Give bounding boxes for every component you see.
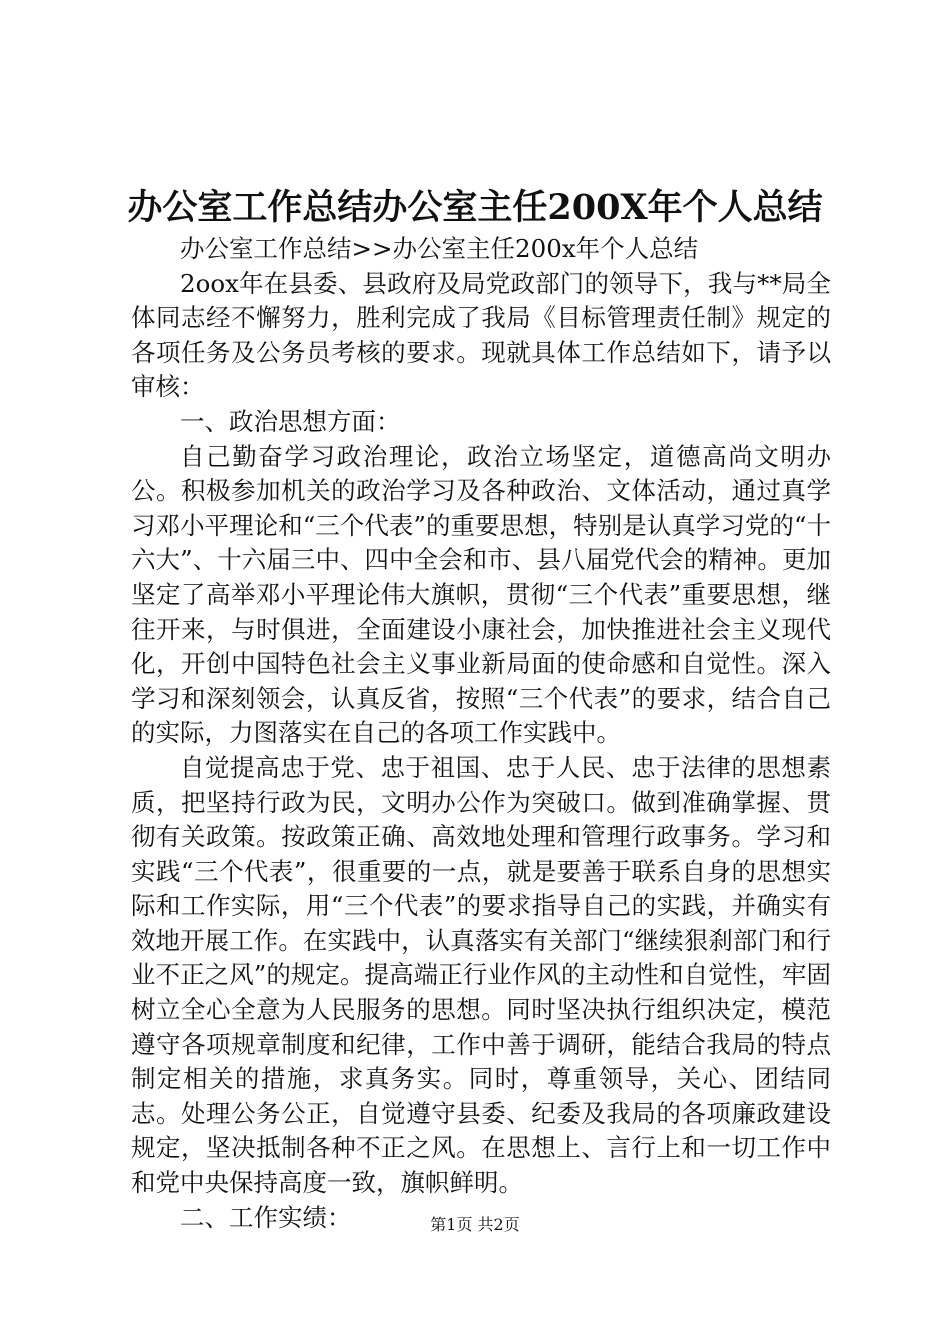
paragraph-political-conduct: 自觉提高忠于党、忠于祖国、忠于人民、忠于法律的思想素质，把坚持行政为民，文明办公作为突破口。做到准确掌握、贯彻有关政策。按政策正确、高效地处理和管理行政事务。学习和实践“三个代表”，很重要的一点，就是要善于联系自身的思想实际和工作实际，用“三个代表”的要求指导自己的实践，并确实有效地开展工作。在实践中，认真落实有关部门“继续狠刹部门和行业不正之风”的规定。提高端正行业作风的主动性和自觉性，牢固树立全心全意为人民服务的思想。同时坚决执行组织决定，模范遵守各项规章制度和纪律，工作中善于调研，能结合我局的特点制定相关的措施，求真务实。同时，尊重领导，关心、团结同志。处理公务公正，自觉遵守县委、纪委及我局的各项廉政建设规定，坚决抵制各种不正之风。在思想上、言行上和一切工作中和党中央保持高度一致，旗帜鲜明。 — [131, 752, 831, 1198]
section-heading-achievements: 二、工作实绩： — [180, 1202, 352, 1232]
section-heading-political: 一、政治思想方面： — [180, 406, 401, 436]
paragraph-intro: 2oox年在县委、县政府及局党政部门的领导下，我与**局全体同志经不懈努力，胜利完成了我局《目标管理责任制》规定的各项任务及公务员考核的要求。现就具体工作总结如下，请予以审核： — [131, 268, 831, 402]
page-footer: 第1页 共2页 — [430, 1215, 520, 1234]
paragraph-subtitle: 办公室工作总结>>办公室主任200x年个人总结 — [180, 234, 699, 263]
document-title: 办公室工作总结办公室主任200X年个人总结 — [127, 187, 823, 228]
paragraph-political-study: 自己勤奋学习政治理论，政治立场坚定，道德高尚文明办公。积极参加机关的政治学习及各种政治、文体活动，通过真学习邓小平理论和“三个代表”的重要思想，特别是认真学习党的“十六大”、十六届三中、四中全会和市、县八届党代会的精神。更加坚定了高举邓小平理论伟大旗帜，贯彻“三个代表”重要思想，继往开来，与时俱进，全面建设小康社会，加快推进社会主义现代化，开创中国特色社会主义事业新局面的使命感和自觉性。深入学习和深刻领会，认真反省，按照“三个代表”的要求，结合自己的实际，力图落实在自己的各项工作实践中。 — [131, 441, 831, 748]
document-body — [131, 232, 831, 1235]
